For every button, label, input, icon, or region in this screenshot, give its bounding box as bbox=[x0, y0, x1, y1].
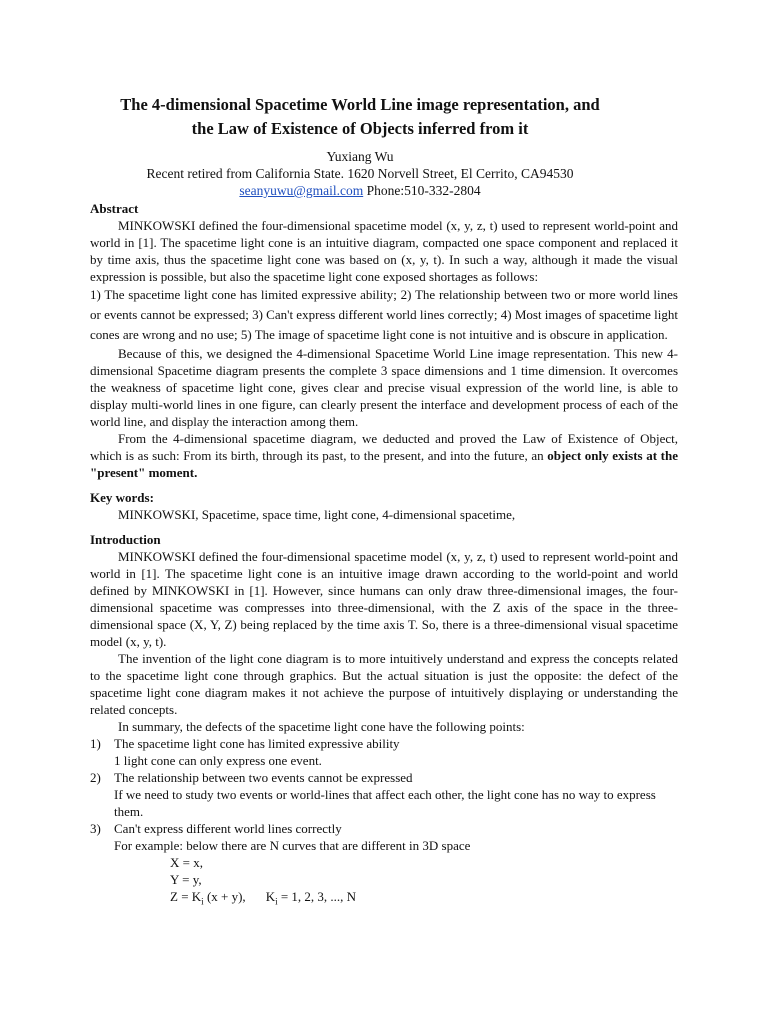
abstract-heading: Abstract bbox=[90, 201, 139, 216]
abstract-paragraph-3 bbox=[90, 430, 678, 481]
abstract-p3-text: From the 4-dimensional spacetime diagram, we deducted and proved the Law of Existence of Object, which is as such: From its birth, through its past, to the present, and into the future, an bbox=[90, 431, 678, 463]
abstract-defect-list: 1) The spacetime light cone has limited expressive ability; 2) The relationship between two or more world lines or events cannot be expressed; 3) Can't express different world lines correctly; 4) Most images of spacetime light cones are wrong and no use; 5) The image of spacetime light cone is not intuitive and is obscure in application. bbox=[90, 287, 679, 342]
intro-paragraph-1: MINKOWSKI defined the four-dimensional spacetime model (x, y, z, t) used to represent world-point and world in [1]. The spacetime light cone is an intuitive image drawn according to the world-point and world defined by MINKOWSKI in [1]. However, since humans can only draw three-dimensional images, the four-dimensional spacetime was compresses into three-dimensional, with the Z axis of the space in the three-dimensional space (X, Y, Z) being replaced by the time axis T. So, there is a three-dimensional visual spacetime model (x, y, t). bbox=[90, 549, 678, 649]
title-line-1: The 4-dimensional Spacetime World Line image representation, and bbox=[120, 95, 600, 114]
introduction-heading: Introduction bbox=[90, 532, 161, 547]
author-contact bbox=[60, 182, 660, 199]
abstract-paragraph-2: Because of this, we designed the 4-dimensional Spacetime World Line image representation. This new 4-dimensional Spacetime diagram presents the complete 3 space dimensions and 1 time dimension. It overcomes the weakness of spacetime light cone, gives clear and precise visual expression of the world line, is able to display multi-world lines in one figure, can clearly present the interface and development process of each of the world line, and display the interaction among them. bbox=[90, 346, 678, 429]
keywords-text: MINKOWSKI, Spacetime, space time, light cone, 4-dimensional spacetime, bbox=[118, 507, 516, 522]
equation-y: Y = y, bbox=[170, 872, 202, 887]
author-name: Yuxiang Wu bbox=[326, 149, 394, 164]
email-link[interactable]: seanyuwu@gmail.com bbox=[239, 183, 364, 198]
list-item-detail: If we need to study two events or world-lines that affect each other, the light cone has no way to express them. bbox=[114, 787, 656, 819]
equation-z: $Z = K_i$ (x + y), $K_i = 1$, 2, 3, ..., N bbox=[170, 889, 357, 907]
intro-paragraph-3: In summary, the defects of the spacetime light cone have the following points: bbox=[118, 719, 525, 734]
intro-paragraph-2: The invention of the light cone diagram is to more intuitively understand and express the concepts related to the spacetime light cone through graphics. But the actual situation is just the opposite: the defect of the spacetime light cone diagram makes it not achieve the purpose of intuitively displaying or understanding the related concepts. bbox=[90, 651, 678, 717]
abstract-paragraph-1: MINKOWSKI defined the four-dimensional spacetime model (x, y, z, t) used to represent world-point and world in [1]. The spacetime light cone is an intuitive diagram, compacted one space component and replaced it by time axis, thus the spacetime light cone was based on (x, y, t). In such a way, although it made the visual expression is possible, but also the spacetime light cone exposed shortages as follows: bbox=[90, 218, 678, 284]
abstract-p3-bold: object only exists at the "present" moment. bbox=[90, 448, 678, 480]
phone-number: Phone:510-332-2804 bbox=[363, 183, 481, 198]
paper-body bbox=[90, 200, 678, 911]
title-line-2: the Law of Existence of Objects inferred from it bbox=[191, 119, 529, 138]
equation-x: X = x, bbox=[170, 855, 203, 870]
author-affiliation: Recent retired from California State. 1620 Norvell Street, El Cerrito, CA94530 bbox=[146, 166, 574, 181]
list-item: 3) Can't express different world lines correctly bbox=[90, 821, 342, 836]
list-item-detail: 1 light cone can only express one event. bbox=[114, 753, 322, 768]
list-item: 1) The spacetime light cone has limited expressive ability bbox=[90, 736, 400, 751]
list-item: 2) The relationship between two events cannot be expressed bbox=[90, 770, 413, 785]
paper-title bbox=[60, 93, 660, 141]
list-item-detail: For example: below there are N curves that are different in 3D space bbox=[114, 838, 471, 853]
keywords-heading: Key words: bbox=[90, 490, 154, 505]
